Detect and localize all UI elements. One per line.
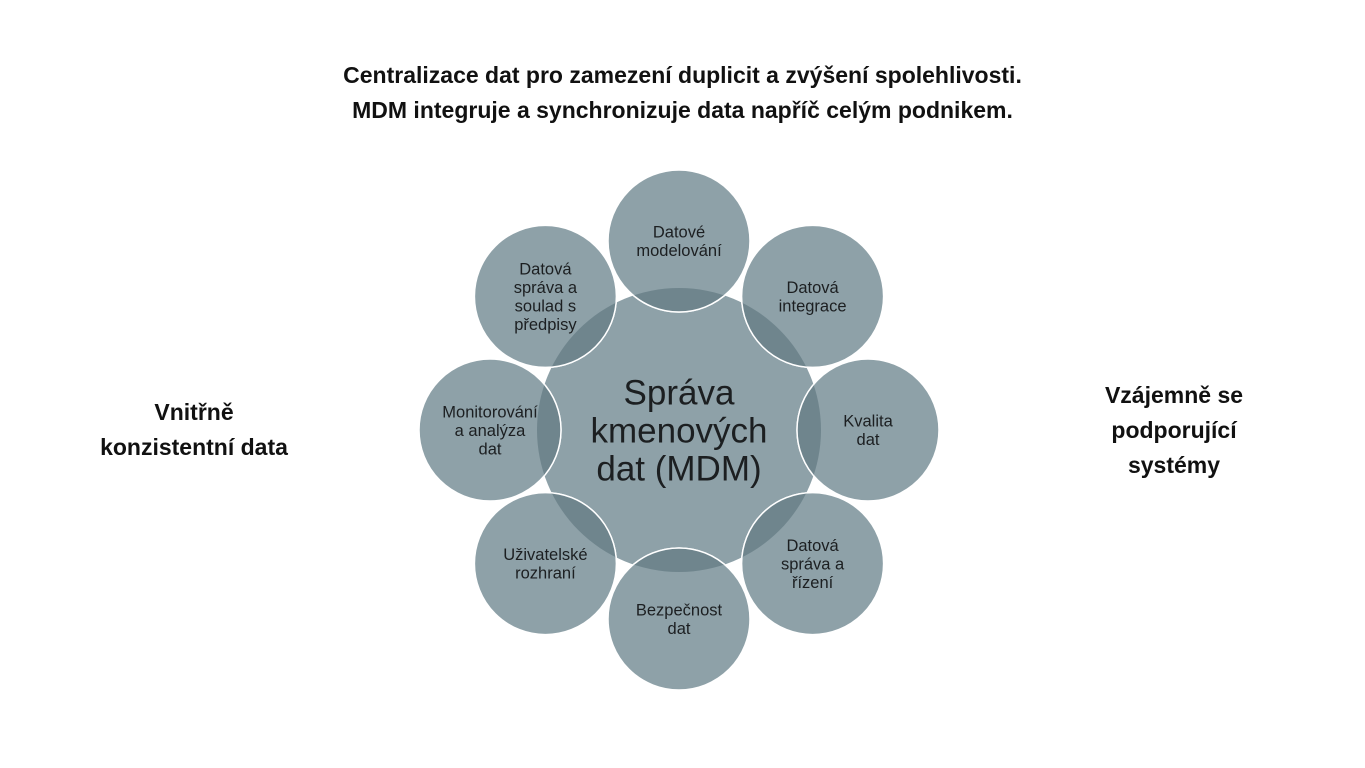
node-label-datova-sprava-a-soulad-line-3: soulad s: [514, 297, 577, 316]
node-label-datove-modelovani-line-1: Datové: [652, 223, 706, 242]
center-label-line-1: Správa: [623, 373, 735, 413]
node-label-monitorovani-a-analyza-dat-line-1: Monitorování: [442, 403, 538, 422]
node-label-datove-modelovani-line-2: modelování: [636, 242, 722, 260]
node-label-datova-integrace-line-2: integrace: [778, 297, 847, 316]
node-label-monitorovani-a-analyza-dat-line-2: a analýza: [454, 421, 526, 440]
node-label-datova-sprava-a-soulad-line-1: Datová: [519, 260, 572, 279]
node-label-uzivatelske-rozhrani-line-2: rozhraní: [515, 564, 576, 583]
node-label-bezpecnost-dat-line-1: Bezpečnost: [635, 601, 723, 620]
right-note-line-1: Vzájemně se: [1104, 382, 1244, 408]
node-label-monitorovani-a-analyza-dat-line-3: dat: [478, 440, 502, 459]
center-label-line-2: kmenových: [590, 411, 768, 451]
node-label-uzivatelske-rozhrani-line-1: Uživatelské: [503, 546, 588, 565]
node-label-datova-sprava-a-soulad-line-2: správa a: [513, 278, 578, 297]
left-note-line-1: Vnitřně: [154, 399, 234, 425]
node-label-kvalita-dat-line-1: Kvalita: [843, 412, 893, 431]
right-note-line-2: podporující: [1111, 417, 1237, 443]
center-label-line-3: dat (MDM): [596, 449, 762, 489]
node-label-kvalita-dat-line-2: dat: [856, 431, 880, 449]
left-note-line-2: konzistentní data: [100, 434, 288, 460]
node-label-datova-sprava-a-rizeni-line-1: Datová: [786, 536, 839, 555]
header-line-2: MDM integruje a synchronizuje data napříč celým podnikem.: [352, 97, 1013, 123]
node-label-datova-sprava-a-rizeni-line-2: správa a: [780, 555, 845, 574]
node-label-datova-sprava-a-rizeni-line-3: řízení: [791, 573, 834, 592]
header-line-1: Centralizace dat pro zamezení duplicit a zvýšení spolehlivosti.: [343, 62, 1022, 88]
node-label-bezpecnost-dat-line-2: dat: [667, 620, 691, 638]
node-label-datova-integrace-line-1: Datová: [786, 278, 839, 297]
node-label-datova-sprava-a-soulad-line-4: předpisy: [514, 315, 577, 334]
right-note-line-3: systémy: [1127, 452, 1221, 478]
